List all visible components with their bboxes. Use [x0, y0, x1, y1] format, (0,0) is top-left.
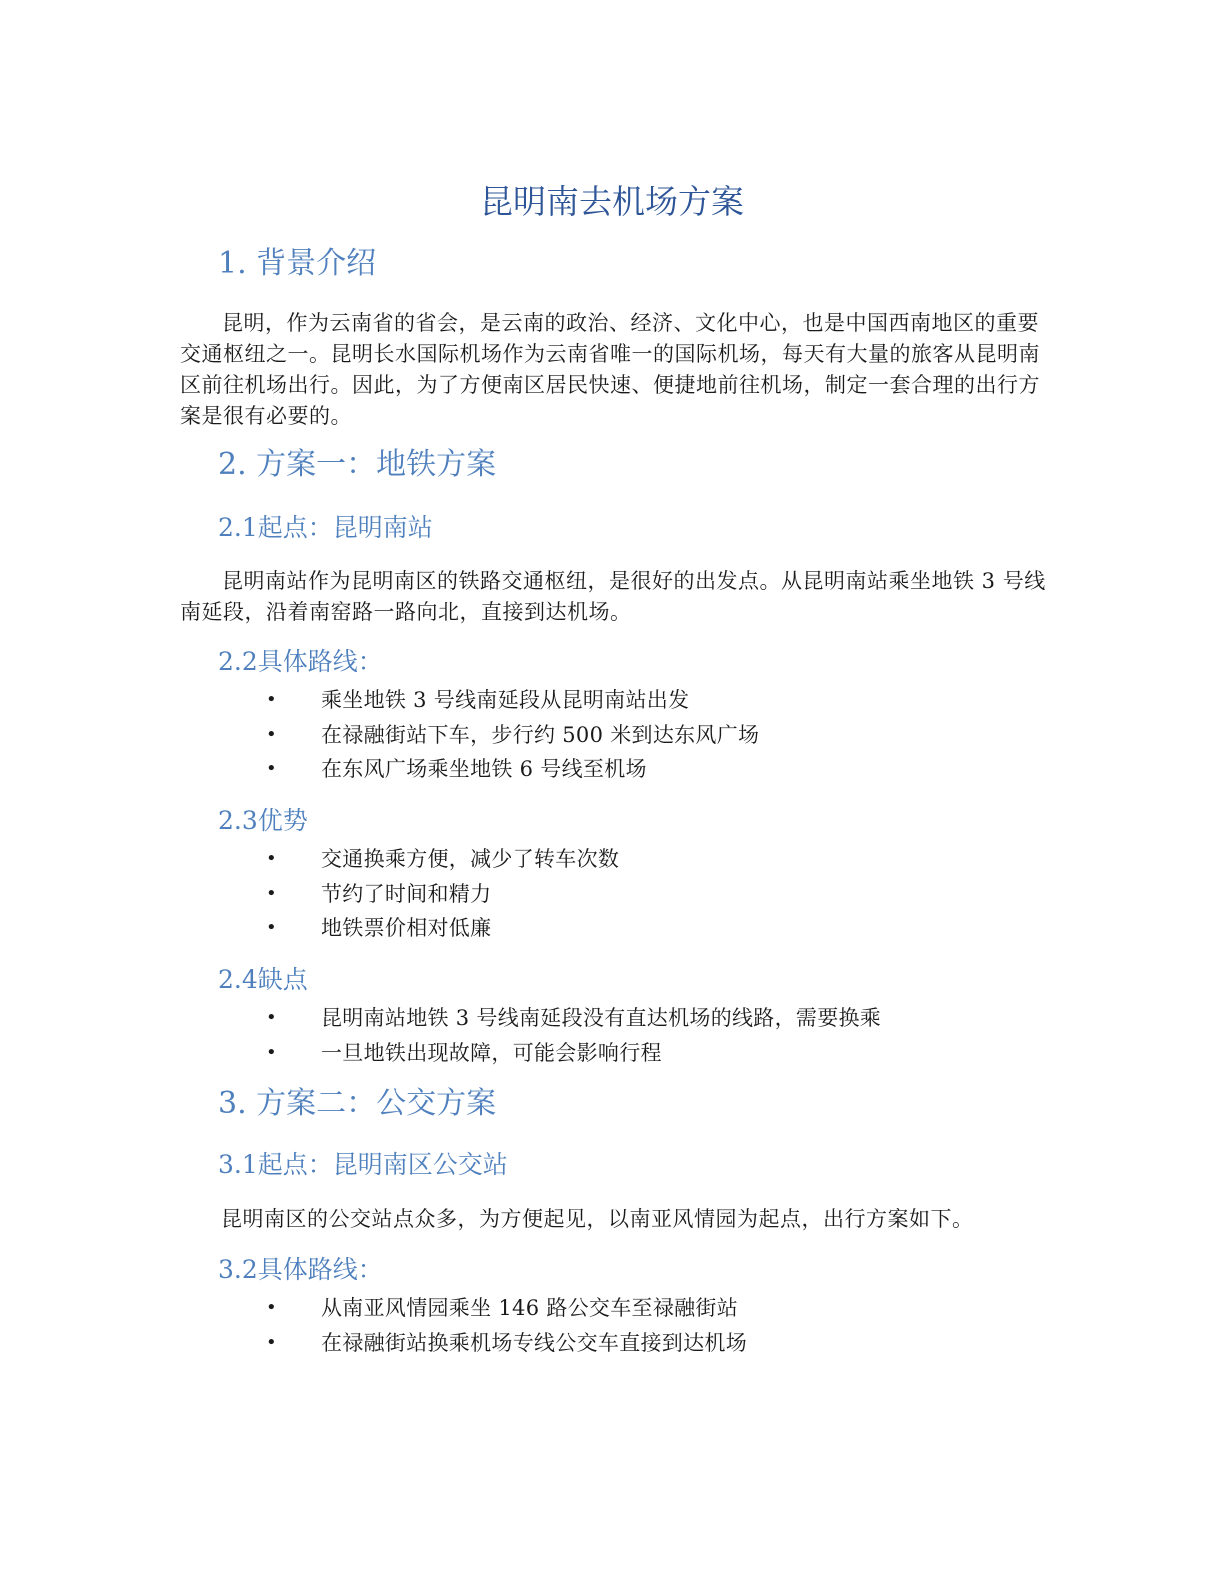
bullet-icon: •: [266, 723, 277, 745]
bullet-icon: •: [266, 758, 277, 779]
section-2-heading: 2. 方案一：地铁方案: [218, 447, 497, 482]
bullet-icon: •: [266, 882, 277, 904]
section-2-2-heading: 2.2具体路线：: [218, 647, 383, 676]
list-item: • 地铁票价相对低廉: [260, 911, 1224, 946]
section-3-2-list: [260, 1291, 1224, 1360]
section-1-heading: 1. 背景介绍: [218, 246, 377, 281]
bullet-icon: •: [266, 1007, 277, 1028]
bullet-icon: •: [266, 848, 277, 869]
section-2-4-list: [260, 1001, 1224, 1070]
bullet-icon: •: [266, 689, 277, 710]
section-3-1-paragraph: 昆明南区的公交站点众多，为方便起见，以南亚风情园为起点，出行方案如下。: [221, 1207, 974, 1231]
section-2-2-list: [260, 683, 1224, 787]
section-2-3-heading: 2.3优势: [218, 806, 308, 835]
document-title: 昆明南去机场方案: [480, 182, 744, 221]
bullet-icon: •: [266, 1331, 277, 1353]
list-item: • 交通换乘方便，减少了转车次数: [260, 842, 1224, 877]
list-item: • 乘坐地铁 3 号线南延段从昆明南站出发: [260, 683, 1224, 718]
section-3-1-heading: 3.1起点：昆明南区公交站: [218, 1150, 508, 1179]
section-3-2-heading: 3.2具体路线：: [218, 1255, 383, 1284]
section-2-4-heading: 2.4缺点: [218, 965, 308, 994]
list-item: • 节约了时间和精力: [260, 877, 1224, 912]
section-2-1-heading: 2.1起点：昆明南站: [218, 513, 433, 542]
list-item: • 在东风广场乘坐地铁 6 号线至机场: [260, 752, 1224, 787]
section-1-paragraph: 昆明，作为云南省的省会，是云南的政治、经济、文化中心，也是中国西南地区的重要交通枢纽之一。昆明长水国际机场作为云南省唯一的国际机场，每天有大量的旅客从昆明南区前往机场出行。因此，为了方便南区居民快速、便捷地前往机场，制定一套合理的出行方案是很有必要的。: [180, 311, 1040, 428]
bullet-icon: •: [266, 1041, 277, 1063]
bullet-icon: •: [266, 1297, 277, 1318]
bullet-icon: •: [266, 917, 277, 938]
list-item: • 在禄融街站下车，步行约 500 米到达东风广场: [260, 718, 1224, 753]
section-2-3-list: [260, 842, 1224, 946]
list-item: • 昆明南站地铁 3 号线南延段没有直达机场的线路，需要换乘: [260, 1001, 1224, 1036]
section-2-1-paragraph: 昆明南站作为昆明南区的铁路交通枢纽，是很好的出发点。从昆明南站乘坐地铁 3 号线南延段，沿着南窑路一路向北，直接到达机场。: [180, 569, 1046, 624]
list-item: • 一旦地铁出现故障，可能会影响行程: [260, 1036, 1224, 1071]
list-item: • 从南亚风情园乘坐 146 路公交车至禄融街站: [260, 1291, 1224, 1326]
section-3-heading: 3. 方案二：公交方案: [218, 1086, 497, 1121]
list-item: • 在禄融街站换乘机场专线公交车直接到达机场: [260, 1326, 1224, 1361]
